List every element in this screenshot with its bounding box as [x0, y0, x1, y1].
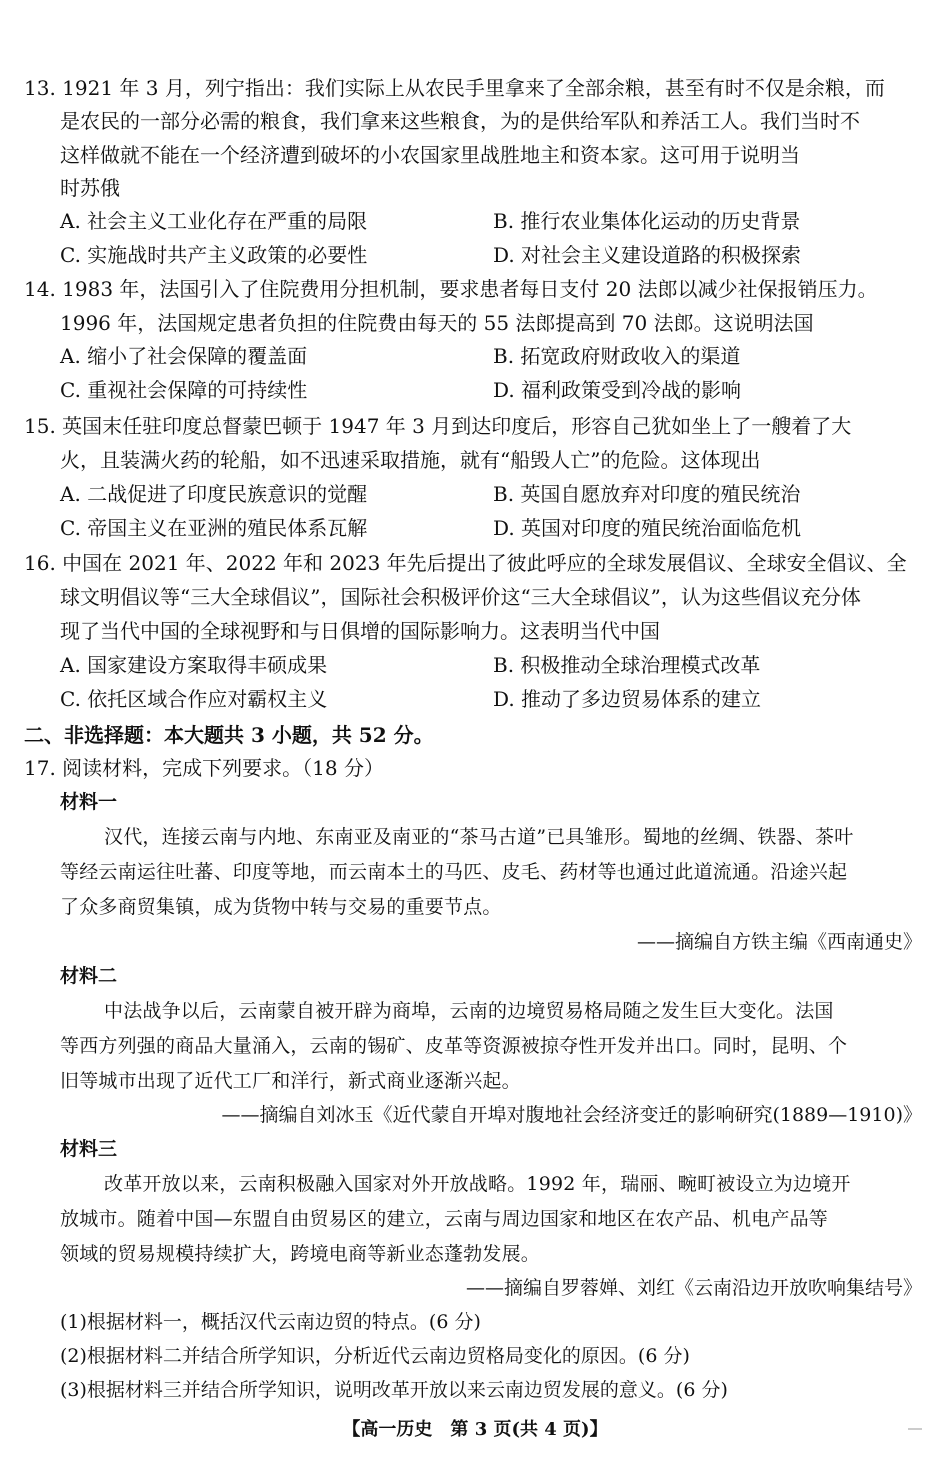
- q15-option-a: A. 二战促进了印度民族意识的觉醒: [60, 482, 368, 506]
- material1-line-3: 了众多商贸集镇，成为货物中转与交易的重要节点。: [60, 896, 502, 918]
- q13-line-1: 13. 1921 年 3 月，列宁指出：我们实际上从农民手里拿来了全部余粮，甚至有时不仅是余粮，而: [24, 76, 885, 100]
- material3-line-3: 领域的贸易规模持续扩大，跨境电商等新业态蓬勃发展。: [60, 1243, 541, 1265]
- q13-option-c: C. 实施战时共产主义政策的必要性: [60, 243, 368, 267]
- q16-line-3: 现了当代中国的全球视野和与日俱增的国际影响力。这表明当代中国: [60, 619, 660, 643]
- q13-line-3: 这样做就不能在一个经济遭到破坏的小农国家里战胜地主和资本家。这可用于说明当: [60, 143, 800, 167]
- q13-line-4: 时苏俄: [60, 176, 120, 200]
- q15-line-1: 15. 英国末任驻印度总督蒙巴顿于 1947 年 3 月到达印度后，形容自己犹如坐上了一艘着了大: [24, 414, 852, 438]
- material3-source: ——摘编自罗蓉婵、刘红《云南沿边开放吹响集结号》: [465, 1277, 922, 1299]
- q14-line-1: 14. 1983 年，法国引入了住院费用分担机制，要求患者每日支付 20 法郎以减少社保报销压力。: [24, 277, 878, 301]
- q14-line-2: 1996 年，法国规定患者负担的住院费由每天的 55 法郎提高到 70 法郎。这说明法国: [60, 311, 814, 335]
- q16-line-2: 球文明倡议等“三大全球倡议”，国际社会积极评价这“三大全球倡议”，认为这些倡议充分体: [60, 585, 861, 609]
- q16-option-a: A. 国家建设方案取得丰硕成果: [60, 653, 328, 677]
- q17-subquestion-2: (2)根据材料二并结合所学知识，分析近代云南边贸格局变化的原因。(6 分): [60, 1345, 690, 1367]
- q15-option-b: B. 英国自愿放弃对印度的殖民统治: [493, 482, 801, 506]
- material1-line-2: 等经云南运往吐蕃、印度等地，而云南本土的马匹、皮毛、药材等也通过此道流通。沿途兴起: [60, 861, 848, 883]
- material1-source: ——摘编自方铁主编《西南通史》: [636, 931, 922, 953]
- material2-source: ——摘编自刘冰玉《近代蒙自开埠对腹地社会经济变迁的影响研究(1889—1910)》: [221, 1104, 922, 1126]
- q14-option-a: A. 缩小了社会保障的覆盖面: [60, 344, 308, 368]
- material1-line-1: 汉代，连接云南与内地、东南亚及南亚的“茶马古道”已具雏形。蜀地的丝绸、铁器、茶叶: [104, 826, 854, 848]
- material2-line-2: 等西方列强的商品大量涌入，云南的锡矿、皮革等资源被掠夺性开发并出口。同时，昆明、个: [60, 1035, 848, 1057]
- q15-option-c: C. 帝国主义在亚洲的殖民体系瓦解: [60, 516, 368, 540]
- corner-mark: [908, 1428, 922, 1430]
- q13-option-b: B. 推行农业集体化运动的历史背景: [493, 209, 801, 233]
- q13-line-2: 是农民的一部分必需的粮食，我们拿来这些粮食，为的是供给军队和养活工人。我们当时不: [60, 109, 860, 133]
- q13-option-a: A. 社会主义工业化存在严重的局限: [60, 209, 368, 233]
- material3-line-2: 放城市。随着中国—东盟自由贸易区的建立，云南与周边国家和地区在农产品、机电产品等: [60, 1208, 829, 1230]
- q15-option-d: D. 英国对印度的殖民统治面临危机: [493, 516, 802, 540]
- q16-line-1: 16. 中国在 2021 年、2022 年和 2023 年先后提出了彼此呼应的全球发展倡议、全球安全倡议、全: [24, 551, 907, 575]
- q15-line-2: 火，且装满火药的轮船，如不迅速采取措施，就有“船毁人亡”的危险。这体现出: [60, 448, 761, 472]
- material2-line-1: 中法战争以后，云南蒙自被开辟为商埠，云南的边境贸易格局随之发生巨大变化。法国: [104, 1000, 834, 1022]
- q14-option-c: C. 重视社会保障的可持续性: [60, 378, 308, 402]
- page-footer: 【高一历史 第 3 页(共 4 页)】: [342, 1419, 608, 1440]
- q17-subquestion-1: (1)根据材料一，概括汉代云南边贸的特点。(6 分): [60, 1311, 481, 1333]
- section2-heading: 二、非选择题：本大题共 3 小题，共 52 分。: [24, 723, 434, 747]
- material3-title: 材料三: [60, 1138, 118, 1160]
- material2-line-3: 旧等城市出现了近代工厂和洋行，新式商业逐渐兴起。: [60, 1070, 521, 1092]
- q16-option-b: B. 积极推动全球治理模式改革: [493, 653, 761, 677]
- q16-option-d: D. 推动了多边贸易体系的建立: [493, 687, 762, 711]
- q14-option-d: D. 福利政策受到冷战的影响: [493, 378, 742, 402]
- q17-subquestion-3: (3)根据材料三并结合所学知识，说明改革开放以来云南边贸发展的意义。(6 分): [60, 1379, 728, 1401]
- q17-stem: 17. 阅读材料，完成下列要求。（18 分）: [24, 756, 384, 780]
- q13-option-d: D. 对社会主义建设道路的积极探索: [493, 243, 802, 267]
- material1-title: 材料一: [60, 791, 118, 813]
- q14-option-b: B. 拓宽政府财政收入的渠道: [493, 344, 741, 368]
- material3-line-1: 改革开放以来，云南积极融入国家对外开放战略。1992 年，瑞丽、畹町被设立为边境开: [104, 1173, 851, 1195]
- material2-title: 材料二: [60, 965, 118, 987]
- q16-option-c: C. 依托区域合作应对霸权主义: [60, 687, 328, 711]
